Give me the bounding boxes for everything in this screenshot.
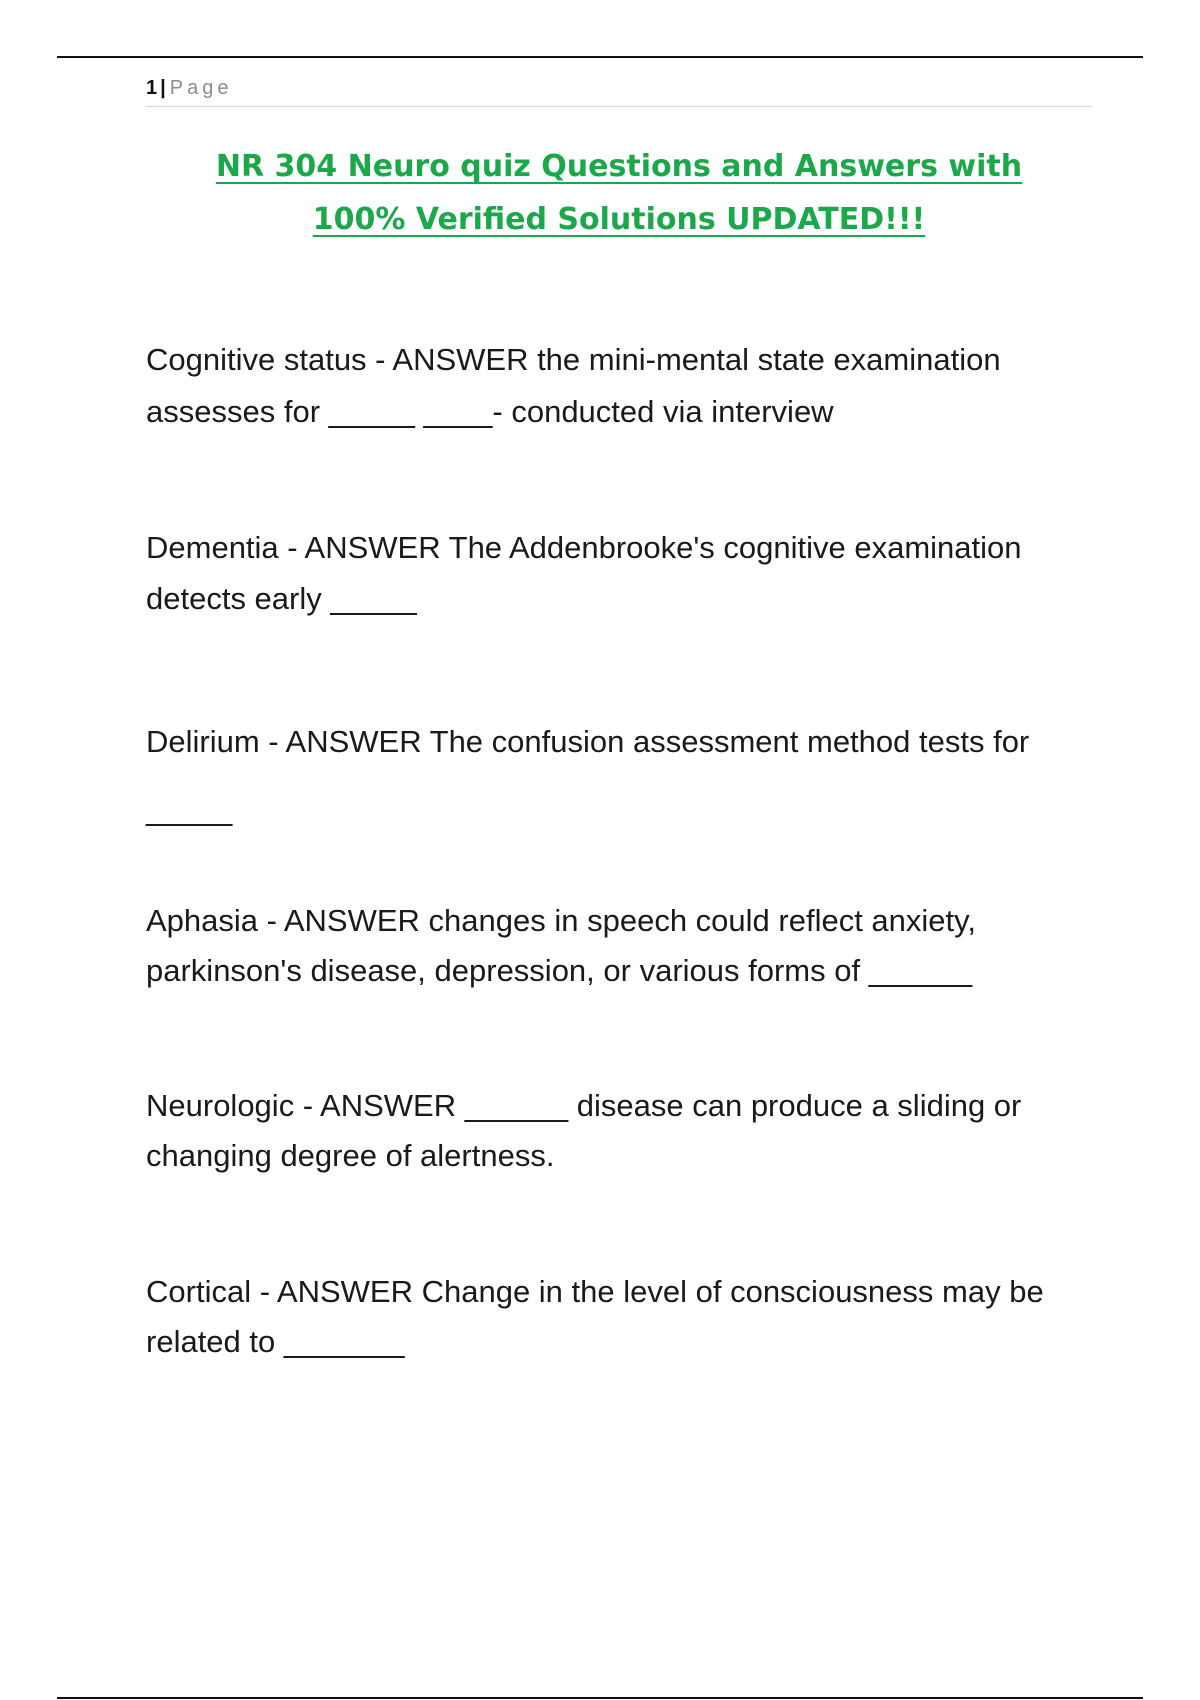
qa-line-2: _____ xyxy=(146,792,233,827)
document-title xyxy=(146,140,1092,246)
page-header xyxy=(146,74,1092,107)
qa-line-2: assesses for _____ ____- conducted via interview xyxy=(146,394,834,429)
qa-line-1: Cortical - ANSWER Change in the level of consciousness may be xyxy=(146,1274,1044,1309)
qa-line-1: Cognitive status - ANSWER the mini-mental state examination xyxy=(146,342,1001,377)
qa-item-dementia xyxy=(146,522,1096,624)
qa-item-cortical xyxy=(146,1267,1096,1367)
qa-item-neurologic xyxy=(146,1081,1096,1181)
page-word: Page xyxy=(169,77,233,99)
page-separator: | xyxy=(160,77,166,99)
title-line-2: 100% Verified Solutions UPDATED!!! xyxy=(312,202,926,237)
bottom-rule xyxy=(57,1697,1143,1699)
title-line-1: NR 304 Neuro quiz Questions and Answers with xyxy=(215,149,1023,184)
page-number: 1 xyxy=(146,77,158,99)
qa-item-cognitive-status xyxy=(146,334,1096,438)
qa-line-2: detects early _____ xyxy=(146,581,417,616)
qa-item-delirium xyxy=(146,708,1096,844)
qa-line-1: Aphasia - ANSWER changes in speech could reflect anxiety, xyxy=(146,903,976,938)
qa-line-2: parkinson's disease, depression, or various forms of ______ xyxy=(146,953,973,988)
top-rule xyxy=(57,56,1143,58)
qa-line-2: changing degree of alertness. xyxy=(146,1138,555,1173)
qa-line-1: Delirium - ANSWER The confusion assessment method tests for xyxy=(146,724,1030,759)
qa-line-1: Dementia - ANSWER The Addenbrooke's cognitive examination xyxy=(146,530,1022,565)
qa-line-2: related to _______ xyxy=(146,1324,405,1359)
qa-item-aphasia xyxy=(146,896,1096,996)
qa-line-1: Neurologic - ANSWER ______ disease can produce a sliding or xyxy=(146,1088,1022,1123)
